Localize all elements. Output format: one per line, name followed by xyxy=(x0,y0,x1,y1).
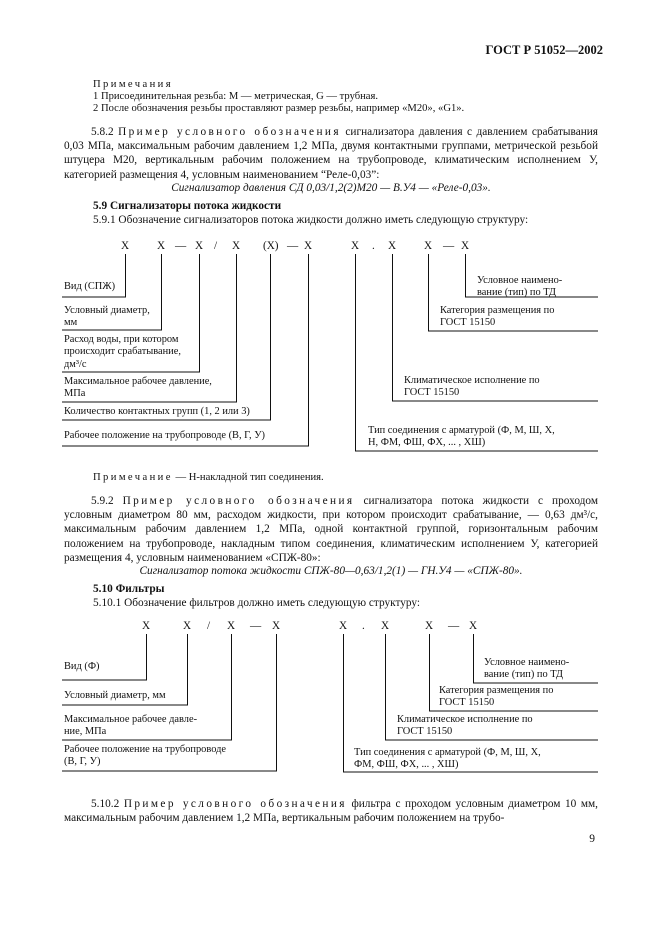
leader-line xyxy=(62,254,309,446)
code-x: X xyxy=(424,240,433,252)
label-nominal-diameter: Условный диаметр, мм xyxy=(64,690,166,701)
para-number: 5.9.2 xyxy=(91,495,114,507)
intro-5-10-1: 5.10.1 Обозначение фильтров должно иметь следующую структуру: xyxy=(93,597,421,609)
notes-title: Примечания xyxy=(93,79,173,90)
code-dash: — xyxy=(250,620,262,632)
label-placement-category: Категория размещения по ГОСТ 15150 xyxy=(439,685,554,709)
para-text: сигнализатора давления с давлением срабатывания 0,03 МПа, максимальным рабочим давлением 1,2 МПа, двумя контактными группами, метрической резьбой штуцера M20, вертикальным рабочим положением на трубопроводе, климатическим исполнением У, категорией размещения 4, условным наименованием “Реле-0,03”: xyxy=(64,126,598,181)
para-number: 5.8.2 xyxy=(91,126,114,138)
intro-5-9-1: 5.9.1 Обозначение сигнализаторов потока жидкости должно иметь следующую структуру: xyxy=(93,214,529,226)
code-dash: — xyxy=(287,240,299,252)
code-x: X xyxy=(183,620,192,632)
code-x: X xyxy=(157,240,166,252)
label-working-position: Рабочее положение на трубопроводе (В, Г, У) xyxy=(64,744,226,768)
label-climatic-version: Климатическое исполнение по ГОСТ 15150 xyxy=(404,375,540,399)
leader-line xyxy=(474,634,599,683)
note-5-9: Примечание — Н-накладной тип соединения. xyxy=(93,472,324,483)
code-x: X xyxy=(339,620,348,632)
label-type: Вид (Ф) xyxy=(64,661,100,672)
code-x-parenthesized: (X) xyxy=(263,240,279,252)
code-x: X xyxy=(351,240,360,252)
leader-line xyxy=(386,634,599,740)
standard-header: ГОСТ Р 51052—2002 xyxy=(485,43,603,57)
para-lead: Пример условного обозначения xyxy=(118,126,341,138)
label-working-position: Рабочее положение на трубопроводе (В, Г, У) xyxy=(64,430,266,441)
label-type: Вид (СПЖ) xyxy=(64,281,116,292)
code-x: X xyxy=(304,240,313,252)
label-water-flow: Расход воды, при котором происходит срабатывание, дм³/с xyxy=(64,334,181,370)
leader-line xyxy=(62,634,277,771)
leader-line xyxy=(62,254,271,420)
leader-line xyxy=(62,254,162,330)
note-item-1: 1 Присоединительная резьба: M — метрическая, G — трубная. xyxy=(93,91,379,102)
section-heading-5-9: 5.9 Сигнализаторы потока жидкости xyxy=(93,200,282,212)
note-item-2: 2 После обозначения резьбы проставляют размер резьбы, например «M20», «G1». xyxy=(93,103,465,114)
label-placement-category: Категория размещения по ГОСТ 15150 xyxy=(440,305,555,329)
label-connection-type: Тип соединения с арматурой (Ф, М, Ш, Х, Н, ФМ, ФШ, ФХ, ... , ХШ) xyxy=(368,425,555,449)
code-x: X xyxy=(142,620,151,632)
code-x: X xyxy=(232,240,241,252)
code-x: X xyxy=(272,620,281,632)
leader-line xyxy=(62,254,200,372)
para-lead: Пример условного обозначения xyxy=(122,495,355,507)
page-number: 9 xyxy=(589,833,595,845)
code-dash: — xyxy=(448,620,460,632)
section-heading-5-10: 5.10 Фильтры xyxy=(93,583,165,595)
label-conventional-name: Условное наимено- вание (тип) по ТД xyxy=(477,275,563,299)
code-x: X xyxy=(388,240,397,252)
label-nominal-diameter: Условный диаметр, мм xyxy=(64,305,150,329)
code-x: X xyxy=(121,240,130,252)
code-dash: — xyxy=(443,240,455,252)
para-text: сигнализатора потока жидкости с проходом условным диаметром 80 мм, расходом жидкости, при котором происходит срабатывание, — 0,63 дм³/с, максимальным рабочим давлением 1,2 МПа, одной контактной группой, горизонтальным рабочим положением на трубопроводе, накладным типом соединения, климатическим исполнением У, категорией размещения 4, условным наименованием «СПЖ-80»: xyxy=(64,495,598,564)
leader-line xyxy=(429,254,599,331)
code-slash: / xyxy=(207,620,211,632)
example-5-9-2: Сигнализатор потока жидкости СПЖ-80—0,63/1,2(1) — ГН.У4 — «СПЖ-80». xyxy=(139,565,523,577)
leader-line xyxy=(62,254,237,402)
label-contact-groups: Количество контактных групп (1, 2 или 3) xyxy=(64,406,250,417)
leader-line xyxy=(62,254,126,297)
leader-line xyxy=(393,254,599,401)
leader-line xyxy=(344,634,599,772)
code-dash: — xyxy=(175,240,187,252)
leader-line xyxy=(62,634,188,705)
label-max-pressure: Максимальное рабочее давле- ние, МПа xyxy=(64,714,198,738)
code-dot: . xyxy=(362,620,365,632)
code-x: X xyxy=(227,620,236,632)
example-5-8-2: Сигнализатор давления СД 0,03/1,2(2)M20 — В.У4 — «Реле-0,03». xyxy=(171,182,491,194)
leader-line xyxy=(430,634,599,711)
leader-line xyxy=(62,634,147,680)
para-number: 5.10.2 xyxy=(91,798,120,810)
para-lead: Пример условного обозначения xyxy=(123,798,347,810)
code-dot: . xyxy=(372,240,375,252)
code-slash: / xyxy=(214,240,218,252)
leader-line xyxy=(466,254,599,297)
label-conventional-name: Условное наимено- вание (тип) по ТД xyxy=(484,657,570,681)
label-climatic-version: Климатическое исполнение по ГОСТ 15150 xyxy=(397,714,533,738)
code-x: X xyxy=(425,620,434,632)
para-text: фильтра с проходом условным диаметром 10 мм, максимальным рабочим давлением 1,2 МПа, вертикальным рабочим положением на трубо- xyxy=(64,798,598,825)
code-x: X xyxy=(469,620,478,632)
code-x: X xyxy=(461,240,470,252)
label-connection-type: Тип соединения с арматурой (Ф, М, Ш, Х, ФМ, ФШ, ФХ, ... , ХШ) xyxy=(354,747,541,771)
leader-line xyxy=(356,254,599,451)
label-max-pressure: Максимальное рабочее давление, МПа xyxy=(64,376,212,400)
code-x: X xyxy=(381,620,390,632)
code-x: X xyxy=(195,240,204,252)
